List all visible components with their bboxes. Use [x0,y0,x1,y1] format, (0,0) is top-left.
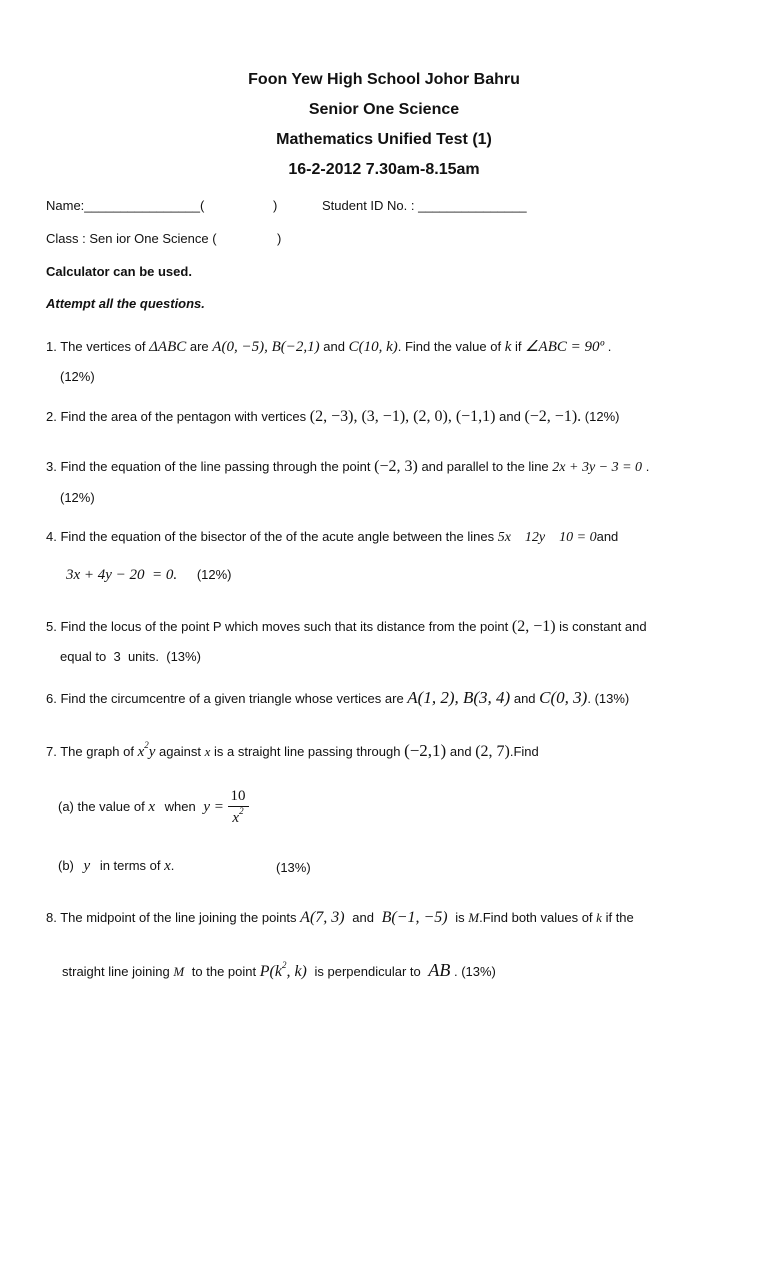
test-datetime: 16-2-2012 7.30am-8.15am [288,161,480,178]
q3-point: (−2, 3) [374,458,418,475]
q8-text: is [455,910,465,925]
q8-text: 8. The midpoint of the line joining the points [46,910,297,925]
q7-marks: (13%) [276,860,311,875]
q3-marks: (12%) [60,490,95,505]
q7b-text: in terms of [99,858,161,873]
q4-text: and [596,529,619,544]
q4-line-1: 5x 12y 10 = 0 [497,530,597,545]
q8-point-a: A(7, 3) [300,909,345,926]
name-close-paren: ) [273,198,278,213]
q2-text: and [499,409,521,424]
student-id-label: Student ID No. : _______________ [322,198,527,213]
q1-text: . [607,339,612,354]
question-3 [46,458,649,476]
q7-xsq-y: $x^2y$ [137,740,156,760]
q8-line-2 [62,960,496,981]
q7a-lhs: y = [203,798,224,815]
question-1 [46,337,611,356]
q8-text: if the [605,910,634,925]
q8-var-m2: M [173,964,185,979]
q8-text: is perpendicular to [314,964,421,979]
q7-text: against [159,744,201,759]
q7-point-1: (−2,1) [404,741,447,760]
q5-line-2: equal to 3 units. (13%) [60,649,201,664]
q7a-var-x: x [148,798,156,815]
q8-text: . (13%) [453,964,496,979]
q6-vertices: A(1, 2), B(3, 4) [407,688,511,707]
q4-text: 4. Find the equation of the bisector of the of the acute angle between the lines [46,529,495,544]
q7-part-b [58,858,174,875]
question-2 [46,408,619,426]
question-4 [46,529,618,546]
q1-angle: ∠ABC = 90º [525,339,605,355]
q1-text: if [514,339,522,354]
q2-text: 2. Find the area of the pentagon with vertices [46,409,307,424]
q7-text: .Find [509,744,539,759]
calculator-note: Calculator can be used. [46,264,192,279]
q7a-text: when [164,798,196,814]
school-name: Foon Yew High School Johor Bahru [248,71,520,88]
test-title: Mathematics Unified Test (1) [276,131,492,148]
q4-marks: (12%) [196,567,232,582]
question-8 [46,909,634,927]
q7b-label: (b) [58,858,74,873]
q7b-text: . [170,858,175,873]
q7a-fraction: $\frac{10}{x^2}$ [228,788,249,827]
question-5 [46,618,647,636]
q1-vertex-c: C(10, k) [348,339,398,355]
q2-marks: (12%) [584,409,620,424]
q7b-var-x: x [164,858,171,874]
q7-text: and [449,744,472,759]
q8-text: and [352,910,374,925]
q8-text: straight line joining [62,964,170,979]
q1-text: and [323,339,345,354]
q3-text: and parallel to the line [421,459,549,474]
q7-part-a [58,788,249,827]
question-6 [46,688,629,708]
q2-vertices: (2, −3), (3, −1), (2, 0), (−1,1) [309,408,496,425]
q7-text: 7. The graph of [46,744,134,759]
q7b-var-y: y [83,858,91,874]
class-label: Class : Sen ior One Science ( [46,231,217,246]
q6-vertex-c: C(0, 3) [539,688,588,707]
q4-line-2: 3x + 4y − 20 = 0. [66,567,178,583]
q1-text: are [189,339,209,354]
class-level: Senior One Science [308,101,460,118]
class-close-paren: ) [277,231,282,246]
q8-var-m: M [468,910,480,925]
q8-point-p: $P(k^2$, k) [259,959,307,980]
q8-var-k: k [596,910,602,925]
q5-text: 5. Find the locus of the point P which moves such that its distance from the point [46,619,509,634]
q2-last-vertex: (−2, −1). [524,408,582,425]
q1-text: 1. The vertices of [46,339,146,354]
q7-var-x: x [204,744,211,759]
q8-text: .Find both values of [479,910,593,925]
q7-point-2: (2, 7) [475,743,510,760]
q3-text: . [645,459,650,474]
q1-vertices: A(0, −5), B(−2,1) [212,339,320,355]
q1-triangle: ΔABC [149,339,187,355]
q6-text: . (13%) [587,691,630,706]
q1-var-k: k [504,339,512,355]
q7a-text: (a) the value of [58,798,145,814]
q8-point-b: B(−1, −5) [381,909,448,926]
q1-text: . Find the value of [397,339,502,354]
q6-text: and [513,691,536,706]
attempt-instruction: Attempt all the questions. [46,296,205,311]
q1-marks: (12%) [60,369,95,384]
q4-line-2-row [66,567,232,584]
question-7 [46,741,539,761]
q6-text: 6. Find the circumcentre of a given triangle whose vertices are [46,691,404,706]
q7-text: is a straight line passing through [213,744,401,759]
q5-text: is constant and [559,619,647,634]
q8-text: to the point [191,964,257,979]
q3-text: 3. Find the equation of the line passing through the point [46,459,371,474]
name-label: Name:________________( [46,198,205,213]
q8-segment-ab: AB [428,960,451,980]
q3-line-eq: 2x + 3y − 3 = 0 [552,460,643,475]
q5-point: (2, −1) [511,618,556,635]
